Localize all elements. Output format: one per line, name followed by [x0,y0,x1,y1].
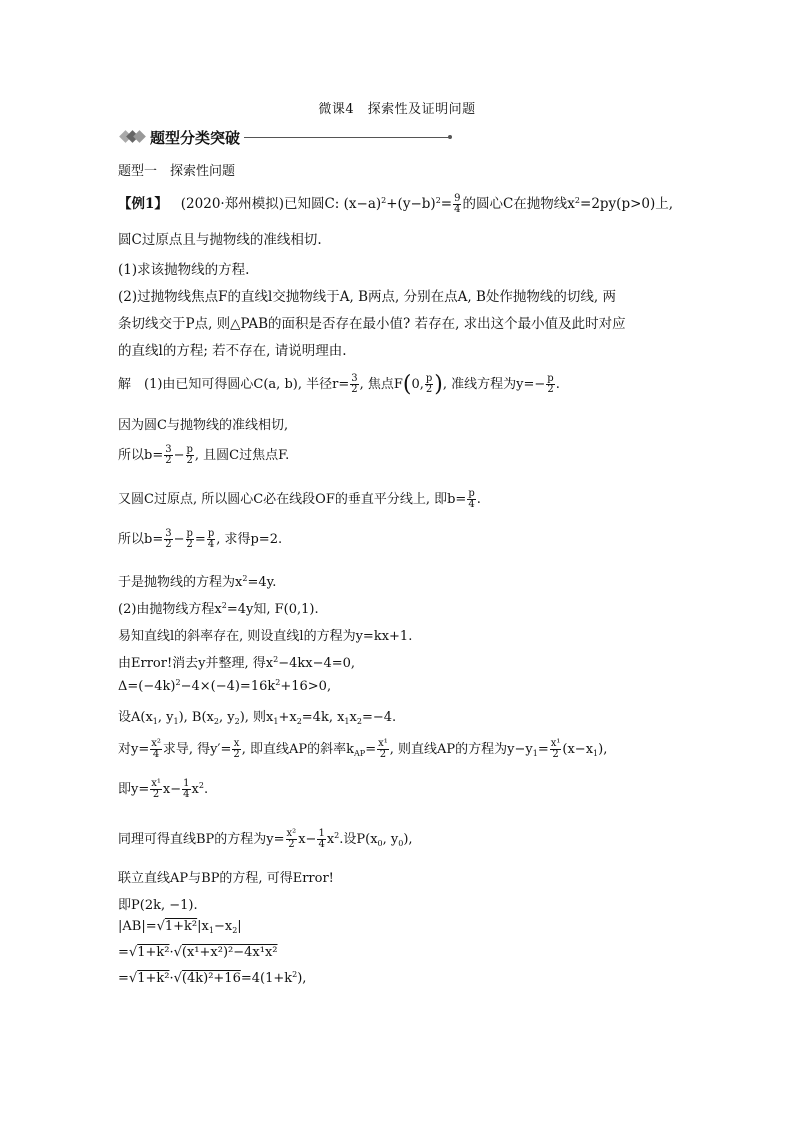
example-text: 的圆心C在抛物线x [462,196,575,212]
fraction: $\frac{p}{4}$ [468,488,475,510]
example-line-1: 【例1】 (2020·郑州模拟)已知圆C: $(x-a)^2+(y-b)^2=$ $\frac{9}{4}$ 的圆心C在抛物线$x^2=2py(p>0)$上, [118,193,674,215]
solution-line-17: $|AB|=√1+k^2|x_1-x_2|$ [118,919,242,935]
solution-line-7: (2)由抛物线方程$x^2=4y$知, F(0,1). [118,601,319,617]
solution-line-16: 即P(2k, −1). [118,898,198,913]
fraction: $\frac{1}{4}$ [183,778,190,800]
fraction: $\frac{\text{x¹}}{2}$ [550,738,561,760]
fraction: $\frac{\text{x²}}{2}$ [286,828,297,850]
fraction: $\frac{3}{2}$ [165,444,172,466]
solution-line-9: 由Error!消去y并整理, 得$x^2-4kx-4=0$, [118,655,356,671]
solution-line-1: 解 (1)由已知可得圆心C(a, b), 半径r= $\frac{3}{2}$ , 焦点F(0, $\frac{p}{2}$ ), 准线方程为y=− $\frac{p}{2}$ . [118,372,560,397]
fraction: $\frac{p}{2}$ [186,444,193,466]
section-divider [244,137,450,138]
fraction: $\frac{1}{4}$ [318,828,325,850]
example-line-5: 条切线交于P点, 则△PAB的面积是否存在最小值? 若存在, 求出这个最小值及此时对应 [118,316,626,332]
example-line-6: 的直线l的方程; 若不存在, 请说明理由. [118,343,347,359]
solution-line-5: 所以b= $\frac{3}{2}$ − $\frac{p}{2}$ = $\frac{p}{4}$ , 求得p=2. [118,528,283,550]
section-title: 题型分类突破 [150,128,241,147]
fraction: $\frac{\text{x²}}{4}$ [151,738,161,760]
example-text: = [440,196,453,212]
solution-line-12: 对y= $\frac{\text{x²}}{4}$ 求导, 得y′= $\frac{x}{2}$ , 即直线AP的斜率$k_{AP}=$ $\frac{\text{x¹}}{2}$ , 则直线AP的方程为$y-y_1=$ $\frac{\text{x¹}}{2}$ $(x-x_1)$, [118,738,608,760]
solution-line-8: 易知直线l的斜率存在, 则设直线l的方程为y=kx+1. [118,629,413,644]
fraction: $\frac{3}{2}$ [351,373,358,395]
example-text: 已知圆C: (x−a) [283,196,382,212]
example-tag: 【例1】 [118,196,168,212]
solution-line-4: 又圆C过原点, 所以圆心C必在线段OF的垂直平分线上, 即b= $\frac{p}{4}$ . [118,488,481,510]
solution-line-13: 即y= $\frac{\text{x¹}}{2}$ x− $\frac{1}{4}$ $x^2$. [118,778,209,800]
solution-line-3: 所以b= $\frac{3}{2}$ − $\frac{p}{2}$ , 且圆C过焦点F. [118,444,290,466]
solution-line-18: =√1+k²·√(x¹+x²)²−4x¹x² [118,945,278,960]
fraction: $\frac{\text{x¹}}{2}$ [378,738,388,760]
example-text: =2py(p>0)上, [580,196,674,212]
example-line-4: (2)过抛物线焦点F的直线l交抛物线于A, B两点, 分别在点A, B处作抛物线的切线, 两 [118,289,616,305]
example-line-3: (1)求该抛物线的方程. [118,262,250,278]
fraction: $\frac{p}{4}$ [207,528,215,550]
example-line-2: 圆C过原点且与抛物线的准线相切. [118,232,322,248]
subsection-title: 题型一 探索性问题 [118,164,236,179]
solution-line-2: 因为圆C与抛物线的准线相切, [118,418,289,433]
diamond-bullets-icon [120,130,146,144]
fraction: $\frac{p}{2}$ [425,373,433,395]
solution-line-19: $=√1+k^2\cdot√(4k)^2+16=4(1+k^2)$, [118,970,307,986]
fraction: $\frac{9}{4}$ [454,193,461,215]
page-title: 微课4 探索性及证明问题 [318,102,476,117]
fraction: $\frac{x}{2}$ [233,738,240,760]
solution-line-14: 同理可得直线BP的方程为y= $\frac{\text{x²}}{2}$ x− $\frac{1}{4}$ $x^2$.设$P(x_0$, $y_0$), [118,828,413,850]
solution-line-10: $\Delta=(-4k)^2-4\times(-4)=16k^2+16>0$, [118,678,332,694]
fraction: $\frac{3}{2}$ [165,528,172,550]
example-source: (2020·郑州模拟) [180,196,284,212]
solution-line-6: 于是抛物线的方程为$x^2=4y$. [118,574,277,590]
solution-line-15: 联立直线AP与BP的方程, 可得Error! [118,871,334,886]
solution-line-11: 设$A(x_1$, $y_1$), $B(x_2$, $y_2$), 则$x_1+x_2=4k$, $x_1x_2=-4$. [118,710,397,726]
fraction: $\frac{p}{2}$ [186,528,193,550]
fraction: $\frac{\text{x¹}}{2}$ [151,778,161,800]
example-text: +(y−b) [386,196,436,212]
section-header [120,127,450,147]
fraction: $\frac{p}{2}$ [547,373,554,395]
